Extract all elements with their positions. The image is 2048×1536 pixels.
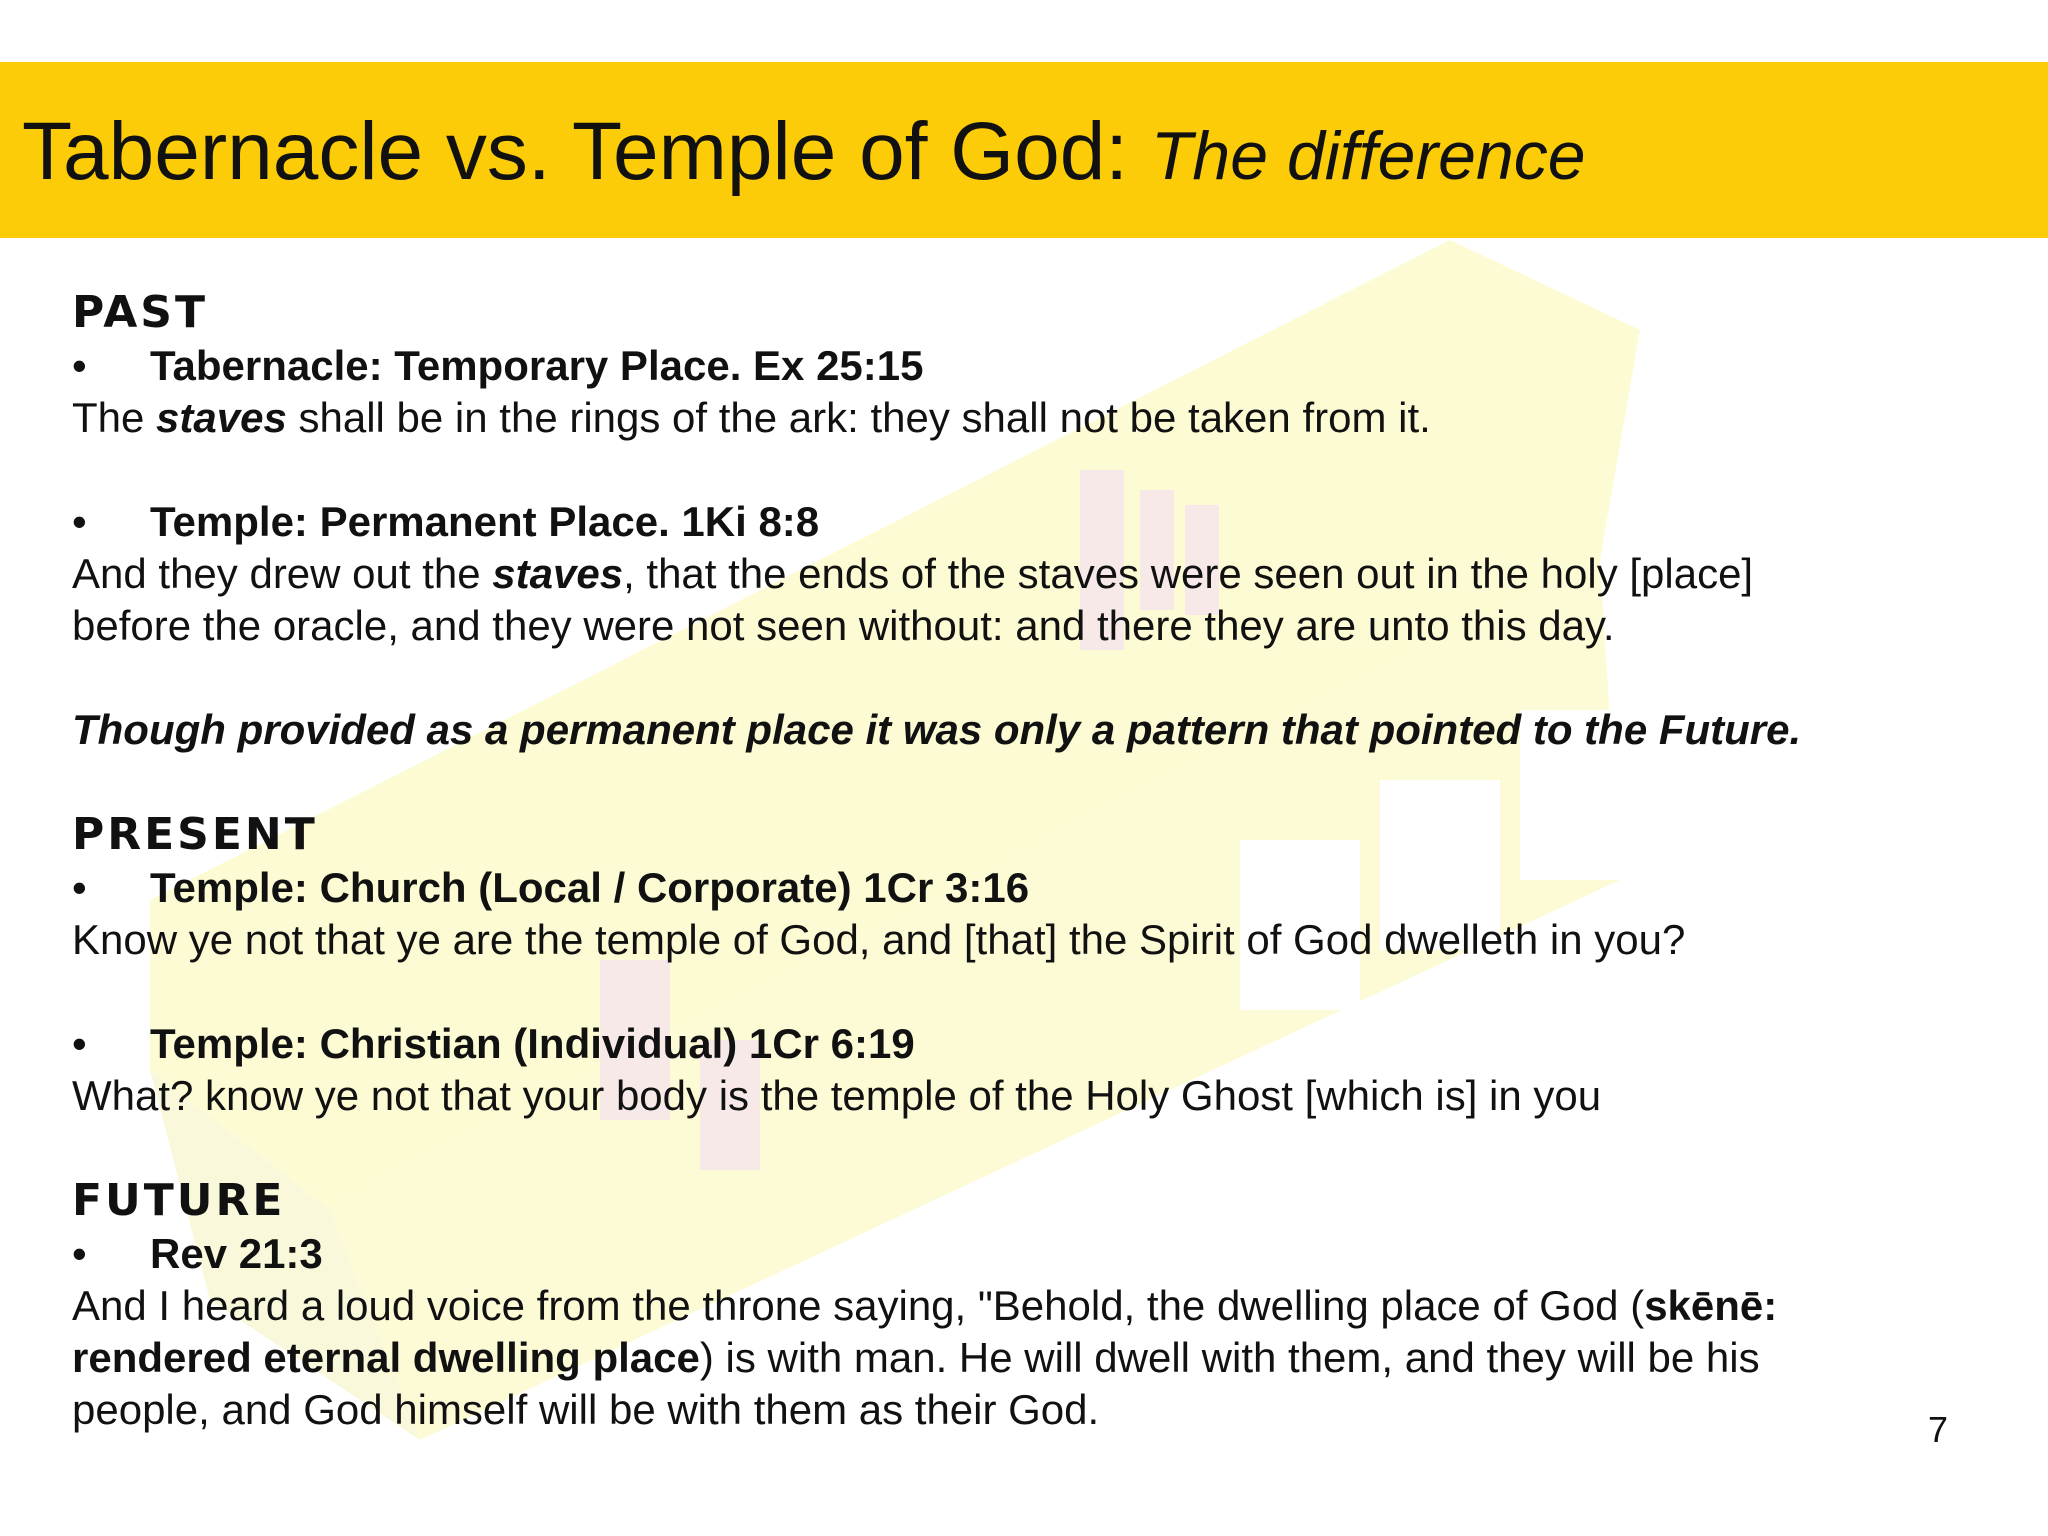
bullet-icon: • — [72, 342, 87, 389]
past-note: Though provided as a permanent place it was only a pattern that pointed to the Future. — [72, 706, 1802, 753]
verse-emphasis: skēnē: — [1644, 1282, 1778, 1329]
verse-text: And they drew out the — [72, 550, 481, 597]
section-heading-future: FUTURE — [72, 1175, 286, 1226]
slide-title — [22, 104, 1586, 204]
bullet-label: Temple: Permanent Place. 1Ki 8:8 — [150, 498, 820, 545]
spacer — [72, 1122, 1972, 1174]
bullet-item-church — [72, 862, 1972, 914]
verse-text: ) is with man. He will dwell with them, and they will be his — [699, 1334, 1760, 1381]
bullet-label: Temple: Christian (Individual) 1Cr 6:19 — [150, 1020, 915, 1067]
verse-text: shall be in the rings of the ark: they shall not be taken from it. — [298, 394, 1431, 441]
bullet-item-christian — [72, 1018, 1972, 1070]
bullet-label: Rev 21:3 — [150, 1230, 323, 1277]
verse-1ki-8-8-line-1 — [72, 548, 1972, 600]
verse-ex-25-15 — [72, 392, 1972, 444]
verse-rev-21-3-line-3: people, and God himself will be with them as their God. — [72, 1386, 1100, 1433]
section-heading-past: PAST — [72, 287, 208, 338]
bullet-icon: • — [72, 1230, 87, 1277]
bullet-label: Tabernacle: Temporary Place. Ex 25:15 — [150, 342, 924, 389]
bullet-item-rev — [72, 1228, 1972, 1280]
verse-text: And I heard a loud voice from the throne saying, "Behold, the dwelling place of God ( — [72, 1282, 1645, 1329]
bullet-label: Temple: Church (Local / Corporate) 1Cr 3:16 — [150, 864, 1030, 911]
verse-rev-21-3-line-2 — [72, 1332, 1972, 1384]
verse-text: The — [72, 394, 145, 441]
title-main: Tabernacle vs. Temple of God: — [22, 106, 1129, 197]
verse-1ki-8-8-line-2: before the oracle, and they were not seen without: and there they are unto this day. — [72, 602, 1615, 649]
spacer — [72, 652, 1972, 704]
title-subtitle: The difference — [1150, 118, 1586, 194]
bullet-icon: • — [72, 1020, 87, 1067]
page-number: 7 — [1927, 1409, 1948, 1450]
verse-text: , that the ends of the staves were seen out in the holy [place] — [623, 550, 1754, 597]
verse-1cr-6-19: What? know ye not that your body is the temple of the Holy Ghost [which is] in you — [72, 1072, 1602, 1119]
spacer — [72, 966, 1972, 1018]
verse-emphasis: staves — [156, 394, 287, 441]
section-heading-present: PRESENT — [72, 809, 318, 860]
verse-emphasis: rendered eternal dwelling place — [72, 1334, 700, 1381]
spacer — [72, 444, 1972, 496]
verse-1cr-3-16: Know ye not that ye are the temple of God, and [that] the Spirit of God dwelleth in you? — [72, 916, 1686, 963]
slide-content — [72, 286, 1972, 1436]
bullet-icon: • — [72, 498, 87, 545]
bullet-item-temple-permanent — [72, 496, 1972, 548]
verse-rev-21-3-line-1 — [72, 1280, 1972, 1332]
bullet-item-tabernacle — [72, 340, 1972, 392]
verse-emphasis: staves — [492, 550, 624, 597]
bullet-icon: • — [72, 864, 87, 911]
spacer — [72, 756, 1972, 808]
